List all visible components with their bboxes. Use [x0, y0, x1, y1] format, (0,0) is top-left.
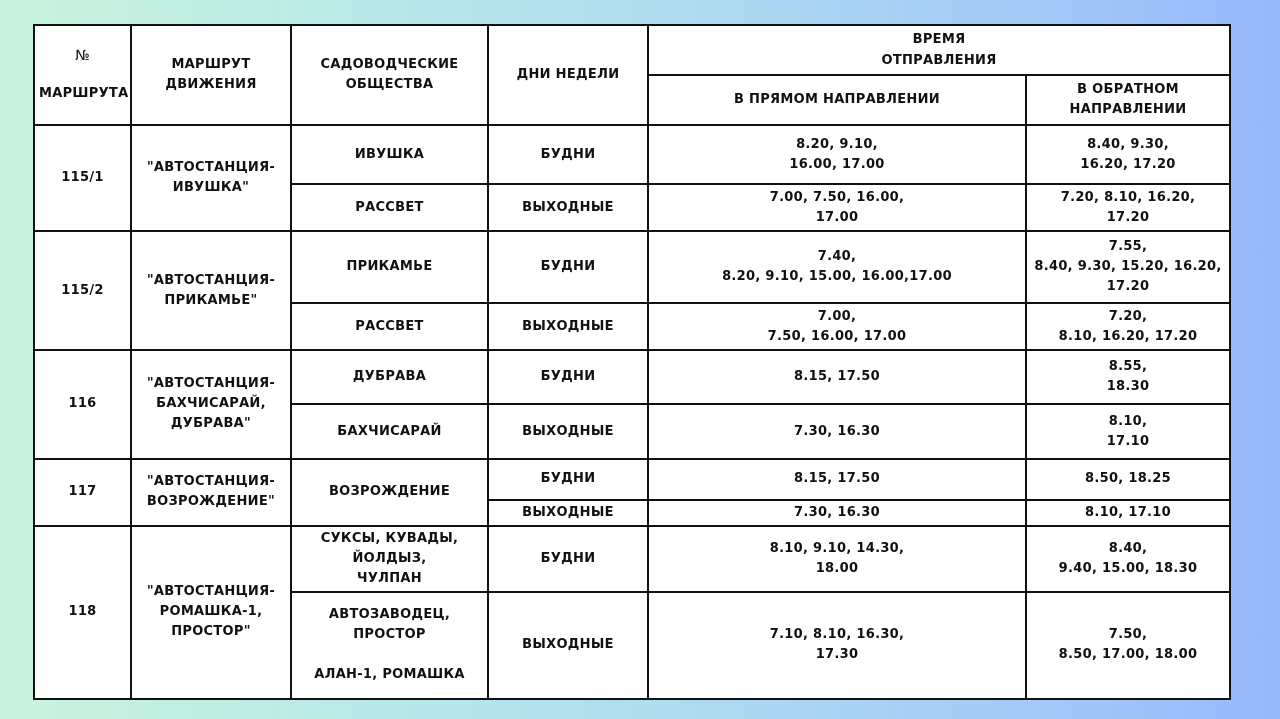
backward-times: 8.10, 17.10	[1026, 500, 1230, 526]
society-cell: ПРИКАМЬЕ	[291, 231, 488, 303]
society-cell: РАССВЕТ	[291, 184, 488, 231]
header-backward: В ОБРАТНОМ НАПРАВЛЕНИИ	[1026, 75, 1230, 125]
route-name: "АВТОСТАНЦИЯ- РОМАШКА-1, ПРОСТОР"	[131, 526, 291, 699]
route-name: "АВТОСТАНЦИЯ- ПРИКАМЬЕ"	[131, 231, 291, 350]
forward-times: 7.40, 8.20, 9.10, 15.00, 16.00,17.00	[648, 231, 1026, 303]
route-name: "АВТОСТАНЦИЯ- ВОЗРОЖДЕНИЕ"	[131, 459, 291, 526]
forward-times: 7.00, 7.50, 16.00, 17.00	[648, 184, 1026, 231]
header-route: МАРШРУТ ДВИЖЕНИЯ	[131, 25, 291, 125]
backward-times: 8.40, 9.30, 16.20, 17.20	[1026, 125, 1230, 184]
days-cell: БУДНИ	[488, 125, 648, 184]
forward-times: 8.20, 9.10, 16.00, 17.00	[648, 125, 1026, 184]
society-cell: АВТОЗАВОДЕЦ, ПРОСТОР АЛАН-1, РОМАШКА	[291, 592, 488, 699]
route-number: 116	[34, 350, 131, 458]
society-cell: ВОЗРОЖДЕНИЕ	[291, 459, 488, 526]
number-sign: №	[75, 48, 90, 64]
route-number: 118	[34, 526, 131, 699]
forward-times: 7.30, 16.30	[648, 500, 1026, 526]
header-departure-time: ВРЕМЯ ОТПРАВЛЕНИЯ	[648, 25, 1230, 75]
society-cell: ДУБРАВА	[291, 350, 488, 404]
days-cell: БУДНИ	[488, 350, 648, 404]
backward-times: 8.50, 18.25	[1026, 459, 1230, 500]
days-cell: ВЫХОДНЫЕ	[488, 404, 648, 458]
days-cell: ВЫХОДНЫЕ	[488, 592, 648, 699]
backward-times: 7.55, 8.40, 9.30, 15.20, 16.20, 17.20	[1026, 231, 1230, 303]
society-cell: БАХЧИСАРАЙ	[291, 404, 488, 458]
days-cell: ВЫХОДНЫЕ	[488, 184, 648, 231]
route-number: 117	[34, 459, 131, 526]
schedule-sheet	[33, 24, 1229, 700]
days-cell: БУДНИ	[488, 231, 648, 303]
days-cell: ВЫХОДНЫЕ	[488, 303, 648, 350]
days-cell: ВЫХОДНЫЕ	[488, 500, 648, 526]
table-row	[34, 350, 1230, 404]
forward-times: 7.00, 7.50, 16.00, 17.00	[648, 303, 1026, 350]
route-number: 115/1	[34, 125, 131, 231]
forward-times: 7.10, 8.10, 16.30, 17.30	[648, 592, 1026, 699]
backward-times: 8.10, 17.10	[1026, 404, 1230, 458]
route-name: "АВТОСТАНЦИЯ- БАХЧИСАРАЙ, ДУБРАВА"	[131, 350, 291, 458]
days-cell: БУДНИ	[488, 526, 648, 592]
days-cell: БУДНИ	[488, 459, 648, 500]
society-cell: ИВУШКА	[291, 125, 488, 184]
header-route-number	[34, 25, 131, 125]
society-cell: РАССВЕТ	[291, 303, 488, 350]
forward-times: 8.10, 9.10, 14.30, 18.00	[648, 526, 1026, 592]
table-row	[34, 231, 1230, 303]
table-row	[34, 459, 1230, 500]
header-societies: САДОВОДЧЕСКИЕ ОБЩЕСТВА	[291, 25, 488, 125]
forward-times: 8.15, 17.50	[648, 350, 1026, 404]
header-forward: В ПРЯМОМ НАПРАВЛЕНИИ	[648, 75, 1026, 125]
route-name: "АВТОСТАНЦИЯ- ИВУШКА"	[131, 125, 291, 231]
number-label: МАРШРУТА	[39, 86, 129, 101]
forward-times: 8.15, 17.50	[648, 459, 1026, 500]
table-row	[34, 526, 1230, 592]
forward-times: 7.30, 16.30	[648, 404, 1026, 458]
backward-times: 8.40, 9.40, 15.00, 18.30	[1026, 526, 1230, 592]
backward-times: 7.20, 8.10, 16.20, 17.20	[1026, 303, 1230, 350]
backward-times: 7.20, 8.10, 16.20, 17.20	[1026, 184, 1230, 231]
schedule-table	[33, 24, 1231, 700]
table-row	[34, 125, 1230, 184]
society-cell: СУКСЫ, КУВАДЫ, ЙОЛДЫЗ, ЧУЛПАН	[291, 526, 488, 592]
header-days: ДНИ НЕДЕЛИ	[488, 25, 648, 125]
route-number: 115/2	[34, 231, 131, 350]
backward-times: 8.55, 18.30	[1026, 350, 1230, 404]
backward-times: 7.50, 8.50, 17.00, 18.00	[1026, 592, 1230, 699]
